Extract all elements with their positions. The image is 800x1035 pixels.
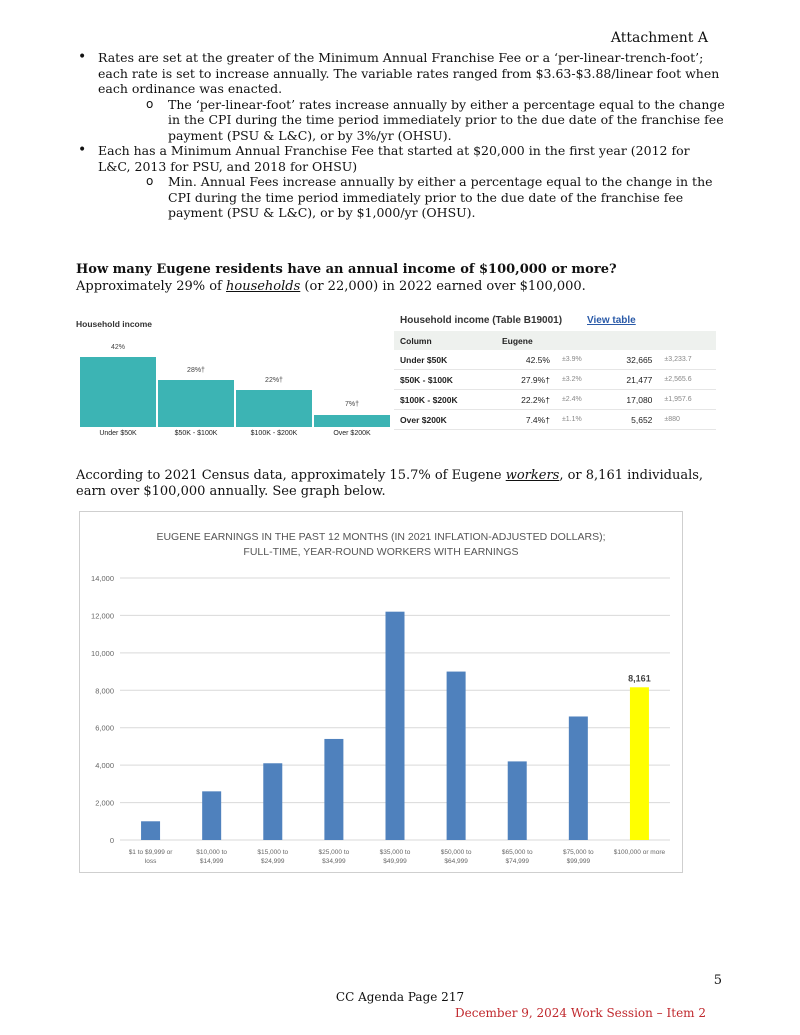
row-count: 32,665 bbox=[603, 350, 659, 370]
household-bar-value: 28%† bbox=[187, 367, 205, 374]
fee-bullet-list bbox=[76, 50, 726, 221]
workers-link[interactable]: workers bbox=[505, 468, 560, 483]
household-bar bbox=[80, 357, 156, 427]
household-bar-label: $100K - $200K bbox=[250, 430, 298, 437]
sub-list bbox=[98, 174, 726, 221]
chart-y-tick-label: 2,000 bbox=[95, 798, 114, 808]
income-question: How many Eugene residents have an annual income of $100,000 or more? bbox=[76, 262, 617, 277]
row-label: Over $200K bbox=[394, 410, 496, 430]
census-post: , or 8,161 individuals, earn over $100,000 annually. See graph below. bbox=[76, 468, 704, 499]
chart-category-label: $34,999 bbox=[322, 858, 346, 865]
row-pct-moe: ±2.4% bbox=[556, 390, 603, 410]
chart-y-tick-label: 10,000 bbox=[91, 648, 114, 658]
row-label: $50K - $100K bbox=[394, 370, 496, 390]
sub-bullet-rates: o The ‘per-linear-foot’ rates increase annually by either a percentage equal to the change in the CPI during the time period immediately prior to the due date of the franchise fee payment (PSU & L&C), or by 3%/yr (OHSU). bbox=[146, 97, 726, 144]
chart-category-label: $35,000 to bbox=[379, 849, 411, 856]
table-row bbox=[394, 350, 716, 370]
chart-bar bbox=[324, 739, 343, 840]
chart-category-label: $99,999 bbox=[566, 858, 591, 865]
chart-bar bbox=[202, 791, 221, 840]
row-count-moe: ±2,565.6 bbox=[658, 370, 716, 390]
table-row bbox=[394, 390, 716, 410]
chart-category-label: $14,999 bbox=[199, 858, 224, 865]
row-pct-moe: ±3.2% bbox=[556, 370, 603, 390]
row-pct-moe: ±3.9% bbox=[556, 350, 603, 370]
row-count-moe: ±880 bbox=[658, 410, 716, 430]
sub-bullet-min-fee: o Min. Annual Fees increase annually by either a percentage equal to the change in the CPI during the time period immediately prior to the due date of the franchise fee payment (PSU & L&C), or by $1,000/yr (OHSU). bbox=[146, 174, 726, 221]
attachment-label: Attachment A bbox=[610, 30, 708, 46]
earnings-chart bbox=[80, 512, 682, 872]
chart-category-label: $10,000 to bbox=[196, 849, 228, 856]
table-header-row bbox=[394, 331, 716, 350]
row-count-moe: ±1,957.6 bbox=[658, 390, 716, 410]
row-pct: 7.4%† bbox=[496, 410, 556, 430]
chart-y-tick-label: 14,000 bbox=[91, 574, 114, 583]
chart-bar bbox=[447, 672, 466, 840]
chart-data-label: 8,161 bbox=[628, 673, 651, 684]
chart-category-label: $74,999 bbox=[505, 858, 529, 865]
household-bar-value: 22%† bbox=[265, 377, 283, 384]
table-header-eugene: Eugene bbox=[496, 331, 716, 350]
chart-y-tick-label: 6,000 bbox=[95, 723, 114, 733]
census-paragraph bbox=[76, 468, 726, 500]
chart-bar bbox=[141, 821, 160, 840]
bullet-rates bbox=[76, 50, 726, 143]
chart-category-label: $49,999 bbox=[383, 858, 407, 865]
chart-y-tick-label: 0 bbox=[109, 836, 114, 845]
row-count: 17,080 bbox=[603, 390, 659, 410]
chart-y-tick-label: 4,000 bbox=[95, 761, 114, 771]
chart-category-label: $64,999 bbox=[444, 858, 468, 865]
household-bar bbox=[236, 390, 312, 427]
row-pct-moe: ±1.1% bbox=[556, 410, 603, 430]
household-table-title: Household income (Table B19001) bbox=[400, 315, 563, 326]
table-row bbox=[394, 370, 716, 390]
chart-category-label: $50,000 to bbox=[440, 849, 472, 856]
chart-y-tick-label: 12,000 bbox=[91, 611, 114, 621]
chart-bar bbox=[630, 687, 649, 840]
chart-title-line: EUGENE EARNINGS IN THE PAST 12 MONTHS (IN 2021 INFLATION-ADJUSTED DOLLARS); bbox=[156, 531, 606, 543]
households-link[interactable]: households bbox=[226, 279, 301, 294]
agenda-page: CC Agenda Page 217 bbox=[335, 990, 465, 1004]
chart-category-label: $15,000 to bbox=[257, 849, 289, 856]
household-chart-title: Household income bbox=[76, 319, 153, 329]
household-bar-label: $50K - $100K bbox=[174, 430, 218, 437]
chart-bar bbox=[508, 761, 527, 840]
bullet-rates-text: Rates are set at the greater of the Minimum Annual Franchise Fee or a ‘per-linear-trench-foot’; each rate is set to increase annually. The variable rates ranged from $3.63-$3.88/linear foot when each ordinance was enacted. bbox=[98, 50, 720, 96]
chart-category-label: loss bbox=[144, 858, 157, 865]
household-bar-label: Under $50K bbox=[99, 430, 137, 437]
bullet-min-fee bbox=[76, 143, 726, 221]
bullet-min-fee-text: Each has a Minimum Annual Franchise Fee that started at $20,000 in the first year (2012 for L&C, 2013 for PSU, and 2018 for OHSU) bbox=[98, 143, 690, 174]
chart-bar bbox=[263, 763, 282, 840]
chart-category-label: $75,000 to bbox=[562, 849, 594, 856]
table-header-column: Column bbox=[394, 331, 496, 350]
earnings-chart-frame bbox=[79, 511, 683, 873]
chart-category-label: $1 to $9,999 or bbox=[128, 849, 173, 856]
chart-bar bbox=[386, 612, 405, 840]
work-session-label: December 9, 2024 Work Session – Item 2 bbox=[455, 1006, 706, 1020]
chart-y-tick-label: 8,000 bbox=[95, 686, 114, 696]
row-count-moe: ±3,233.7 bbox=[658, 350, 716, 370]
row-count: 5,652 bbox=[603, 410, 659, 430]
table-row bbox=[394, 410, 716, 430]
answer-post: (or 22,000) in 2022 earned over $100,000. bbox=[300, 279, 586, 294]
chart-category-label: $65,000 to bbox=[501, 849, 533, 856]
row-count: 21,477 bbox=[603, 370, 659, 390]
household-bar-label: Over $200K bbox=[333, 430, 371, 437]
household-bar bbox=[314, 415, 390, 427]
row-label: Under $50K bbox=[394, 350, 496, 370]
chart-bar bbox=[569, 716, 588, 840]
sub-list bbox=[98, 97, 726, 144]
chart-category-label: $100,000 or more bbox=[613, 849, 666, 856]
chart-category-label: $25,000 to bbox=[318, 849, 350, 856]
census-pre: According to 2021 Census data, approximately 15.7% of Eugene bbox=[76, 468, 506, 483]
chart-title-line: FULL-TIME, YEAR-ROUND WORKERS WITH EARNINGS bbox=[243, 546, 519, 558]
answer-pre: Approximately 29% of bbox=[76, 279, 226, 294]
chart-category-label: $24,999 bbox=[261, 858, 285, 865]
income-answer bbox=[76, 279, 586, 294]
view-table-link[interactable]: View table bbox=[587, 315, 636, 326]
household-bar-value: 42% bbox=[110, 344, 125, 351]
row-pct: 22.2%† bbox=[496, 390, 556, 410]
row-pct: 42.5% bbox=[496, 350, 556, 370]
household-bar bbox=[158, 380, 234, 427]
row-pct: 27.9%† bbox=[496, 370, 556, 390]
household-income-table bbox=[394, 331, 716, 430]
household-bar-value: 7%† bbox=[344, 401, 359, 408]
page-number: 5 bbox=[713, 973, 722, 988]
row-label: $100K - $200K bbox=[394, 390, 496, 410]
